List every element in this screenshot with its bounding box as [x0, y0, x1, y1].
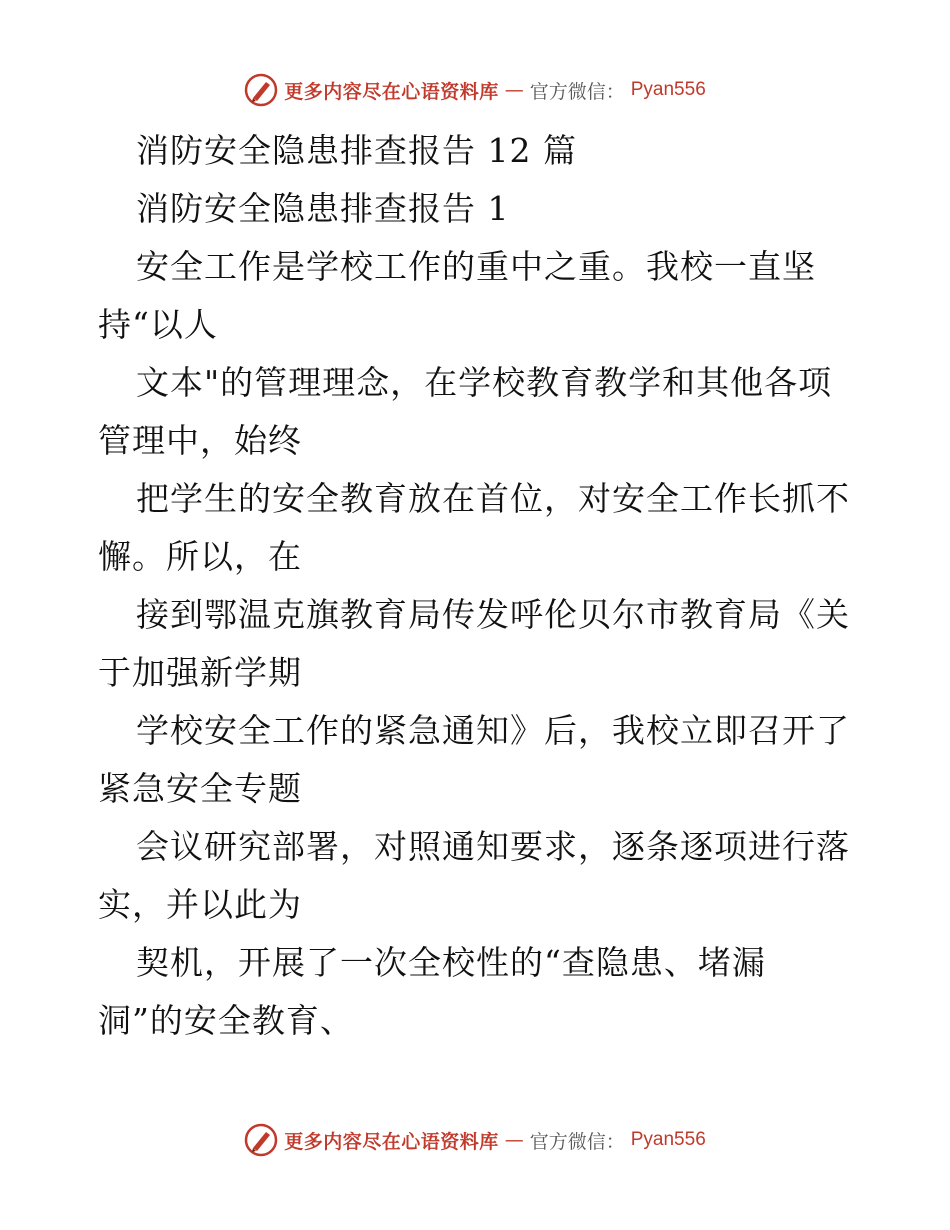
watermark-separator: — [504, 1129, 524, 1151]
pen-logo-icon [244, 73, 278, 107]
document-body [98, 122, 878, 1050]
text-line: 消防安全隐患排查报告 12 篇 [136, 131, 577, 170]
text-line: 实，并以此为 [98, 885, 302, 924]
footer-watermark [0, 1122, 950, 1158]
text-line: 学校安全工作的紧急通知》后，我校立即召开了 [136, 711, 850, 750]
text-line: 洞”的安全教育、 [98, 1001, 354, 1040]
watermark-label: 官方微信： [529, 1130, 625, 1153]
text-line: 持“以人 [98, 305, 218, 344]
text-line: 消防安全隐患排查报告 1 [136, 189, 510, 228]
text-line: 接到鄂温克旗教育局传发呼伦贝尔市教育局《关 [136, 595, 850, 634]
text-line: 文本"的管理理念，在学校教育教学和其他各项 [136, 363, 833, 402]
text-line: 安全工作是学校工作的重中之重。我校一直坚 [136, 247, 816, 286]
watermark-label: 官方微信： [529, 80, 625, 103]
text-line: 懈。所以，在 [98, 537, 302, 576]
pen-logo-icon [244, 1123, 278, 1157]
watermark-title: 更多内容尽在心语资料库 [284, 80, 499, 103]
watermark-title: 更多内容尽在心语资料库 [284, 1130, 499, 1153]
text-line: 紧急安全专题 [98, 769, 302, 808]
text-line: 管理中，始终 [98, 421, 302, 460]
text-line: 于加强新学期 [98, 653, 302, 692]
text-line: 把学生的安全教育放在首位，对安全工作长抓不 [136, 479, 850, 518]
text-line: 契机，开展了一次全校性的“查隐患、堵漏 [136, 943, 766, 982]
watermark-wechat-id: Pyan556 [630, 79, 706, 100]
text-line: 会议研究部署，对照通知要求，逐条逐项进行落 [136, 827, 850, 866]
watermark-separator: — [504, 79, 524, 101]
header-watermark [0, 72, 950, 108]
watermark-wechat-id: Pyan556 [630, 1129, 706, 1150]
